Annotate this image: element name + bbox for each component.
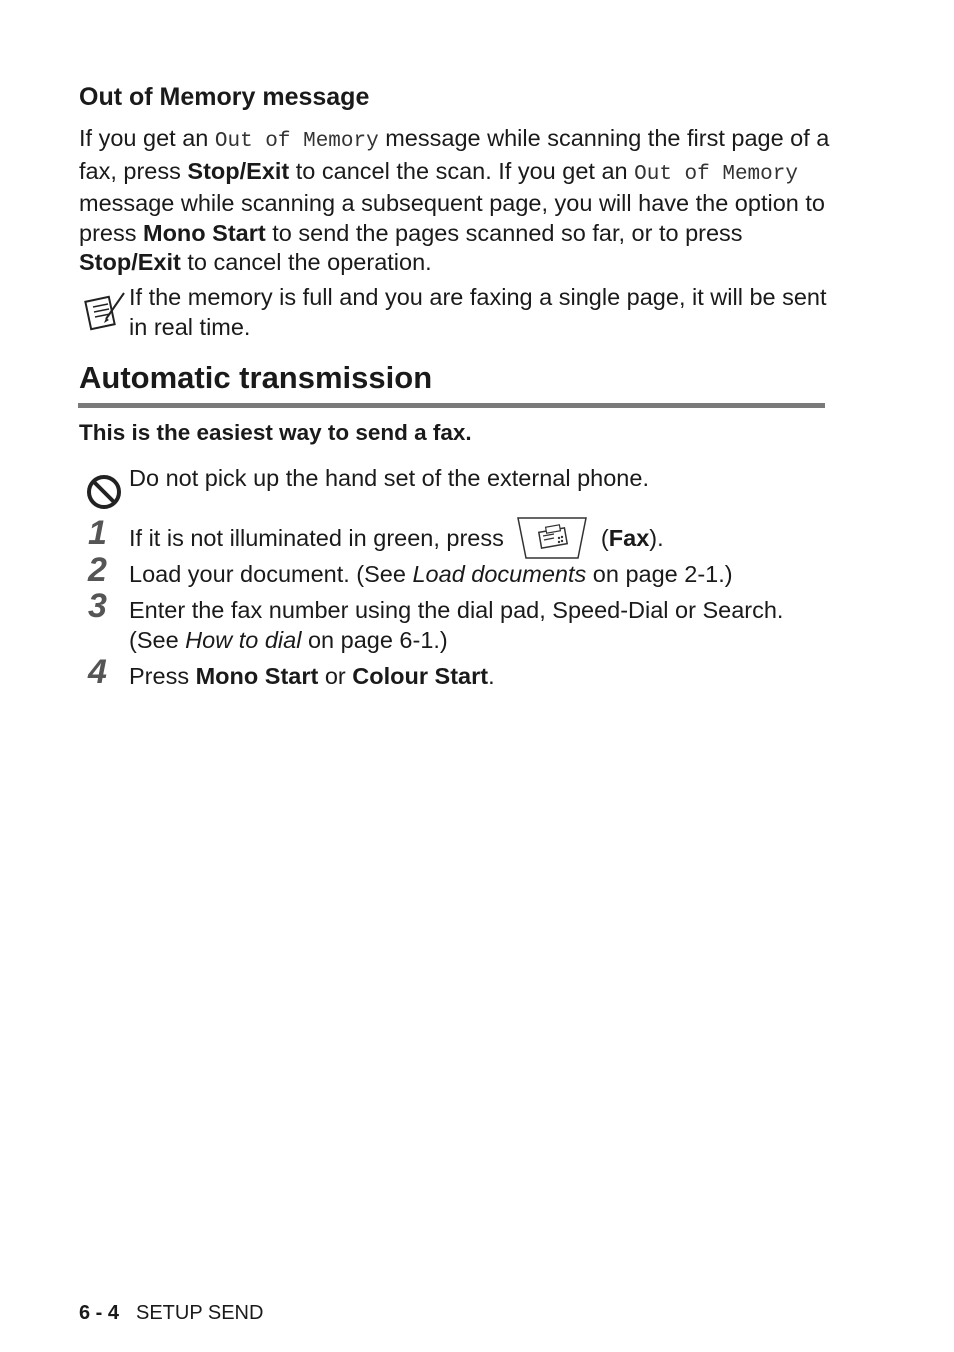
key-name: Mono Start <box>195 663 319 689</box>
para-text: message while scanning the first page of a fax, press <box>79 125 830 184</box>
step-text: If it is not illuminated in green, press <box>129 525 511 552</box>
lcd-message: Out of Memory <box>214 130 379 153</box>
caution-text: Do not pick up the hand set of the external phone. <box>129 465 649 491</box>
para-text: message while scanning a subsequent page, you will have the option to press <box>79 190 825 246</box>
step-text: ( <box>594 525 609 552</box>
note-pad-icon <box>84 289 126 331</box>
step-text: Press <box>129 663 196 689</box>
step-number: 1 <box>88 514 107 552</box>
heading-rule <box>78 403 825 408</box>
step-text: or <box>318 663 353 689</box>
step-text: Enter the fax number using the dial pad, Speed-Dial or Search. (See <box>129 597 784 653</box>
step-2-text <box>129 560 839 590</box>
fax-key-icon <box>516 516 588 560</box>
step-3-text <box>129 596 839 655</box>
section-title: Out of Memory message <box>79 83 370 111</box>
key-name: Mono Start <box>143 219 266 246</box>
para-text: to send the pages scanned so far, or to press <box>265 219 743 246</box>
cross-reference: Load documents <box>412 561 587 587</box>
step-text: Load your document. (See <box>129 561 413 587</box>
key-name: Fax <box>608 525 650 552</box>
step-text: . <box>488 663 495 689</box>
key-name: Stop/Exit <box>79 249 181 275</box>
para-text: to cancel the scan. If you get an <box>289 157 635 184</box>
cross-reference: How to dial <box>185 626 302 653</box>
out-of-memory-paragraph <box>79 124 839 278</box>
step-text: on page 6-1.) <box>301 626 448 653</box>
step-4-text <box>129 662 839 692</box>
para-text: If you get an <box>79 125 215 151</box>
prohibited-icon <box>85 473 123 511</box>
page-heading: Automatic transmission <box>79 360 433 395</box>
step-number: 2 <box>88 551 107 589</box>
note-text: If the memory is full and you are faxing a single page, it will be sent in real time. <box>129 284 827 340</box>
step-text: ). <box>649 525 664 552</box>
subheading: This is the easiest way to send a fax. <box>79 420 472 445</box>
section-name: SETUP SEND <box>136 1302 264 1324</box>
lcd-message: Out of Memory <box>634 162 798 186</box>
key-name: Stop/Exit <box>187 157 290 184</box>
para-text: to cancel the operation. <box>180 249 432 275</box>
step-1-text <box>129 518 839 562</box>
step-number: 4 <box>88 653 107 691</box>
step-text: on page 2-1.) <box>586 561 733 587</box>
page-number: 6 - 4 <box>79 1302 120 1324</box>
key-name: Colour Start <box>352 663 489 689</box>
step-number: 3 <box>88 587 107 625</box>
